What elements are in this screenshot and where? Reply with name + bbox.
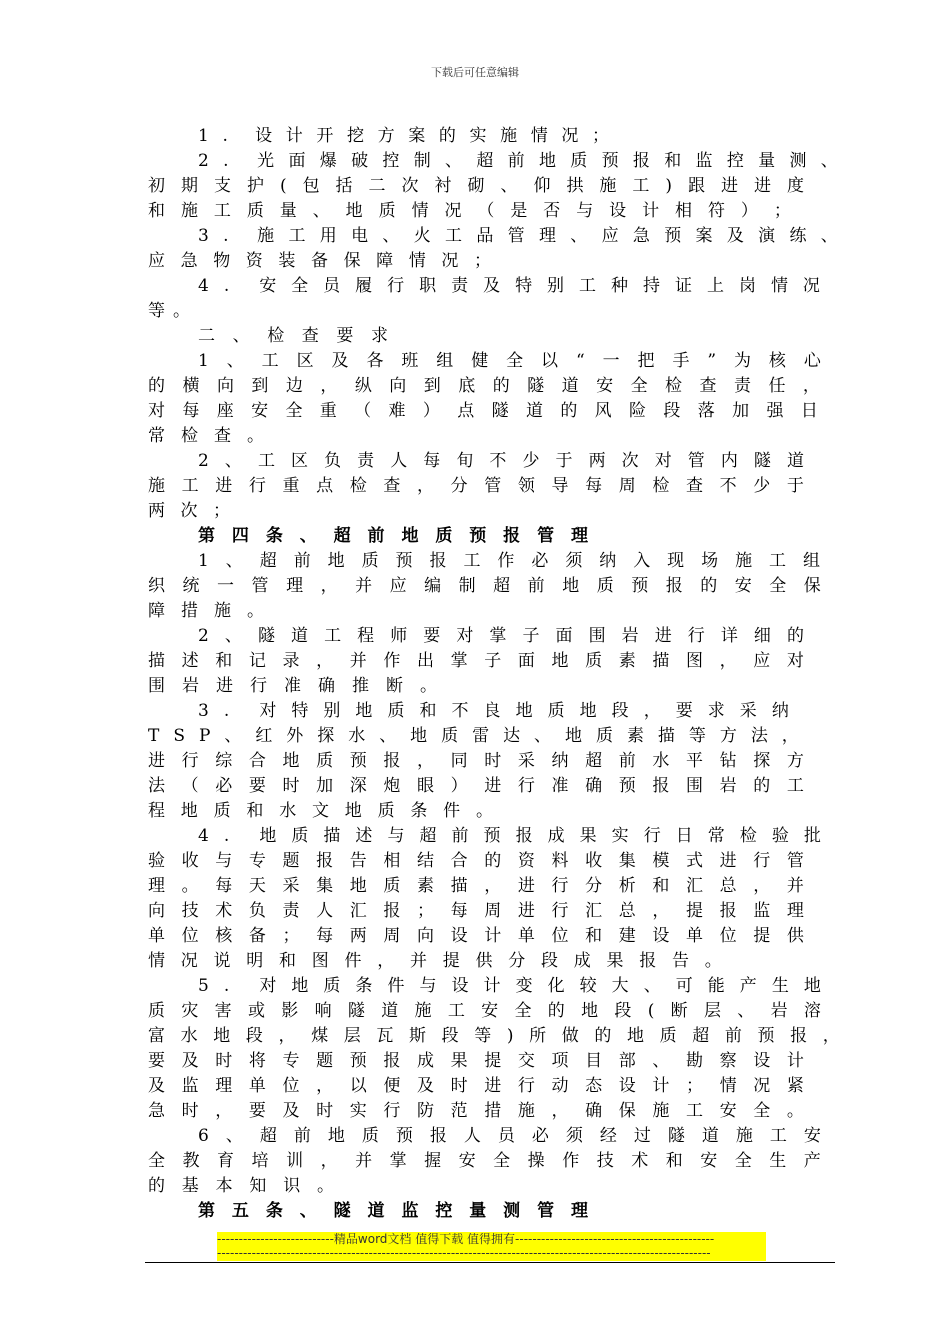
text-line: 初 期 支 护 ( 包 括 二 次 衬 砌 、 仰 拱 施 工 ) 跟 进 进 度 [148,176,804,196]
text-line: 等 。 [148,301,190,321]
text-line: 法 （ 必 要 时 加 深 炮 眼 ） 进 行 准 确 预 报 围 岩 的 工 [148,776,804,796]
text-line: 向 技 术 负 责 人 汇 报 ； 每 周 进 行 汇 总 ， 提 报 监 理 [148,901,804,921]
text-line: 1 . 设 计 开 挖 方 案 的 实 施 情 况 ； [198,126,609,146]
text-line: 单 位 核 备 ； 每 两 周 向 设 计 单 位 和 建 设 单 位 提 供 [148,926,804,946]
footer-banner [217,1232,766,1261]
text-line: 应 急 物 资 装 备 保 障 情 况 ； [148,251,491,271]
text-line: 对 每 座 安 全 重 （ 难 ） 点 隧 道 的 风 险 段 落 加 强 日 [148,401,818,421]
text-line: T S P 、 红 外 探 水 、 地 质 雷 达 、 地 质 素 描 等 方 法 ， [148,726,799,746]
text-line: 质 灾 害 或 影 响 隧 道 施 工 安 全 的 地 段 ( 断 层 、 岩 溶 [148,1001,821,1021]
text-line: 急 时 ， 要 及 时 实 行 防 范 措 施 ， 确 保 施 工 安 全 。 [148,1101,804,1121]
text-line: 3 . 施 工 用 电 、 火 工 品 管 理 、 应 急 预 案 及 演 练 、 [198,226,838,246]
text-line: 围 岩 进 行 准 确 推 断 。 [148,676,437,696]
text-line: 2 、 隧 道 工 程 师 要 对 掌 子 面 围 岩 进 行 详 细 的 [198,626,804,646]
text-line: 施 工 进 行 重 点 检 查 ， 分 管 领 导 每 周 检 查 不 少 于 [148,476,804,496]
text-line: 的 横 向 到 边 ， 纵 向 到 底 的 隧 道 安 全 检 查 责 任 ， [148,376,820,396]
text-line: 两 次 ； [148,501,230,521]
text-line: 进 行 综 合 地 质 预 报 ， 同 时 采 纳 超 前 水 平 钻 探 方 [148,751,804,771]
text-line: 障 措 施 。 [148,601,264,621]
text-line: 要 及 时 将 专 题 预 报 成 果 提 交 项 目 部 、 勘 察 设 计 [148,1051,804,1071]
text-line: 织 统 一 管 理 ， 并 应 编 制 超 前 地 质 预 报 的 安 全 保 [148,576,821,596]
page-header: 下载后可任意编辑 [431,66,519,79]
text-line: 的 基 本 知 识 。 [148,1176,334,1196]
text-line: 描 述 和 记 录 ， 并 作 出 掌 子 面 地 质 素 描 图 ， 应 对 [148,651,804,671]
text-line: 及 监 理 单 位 ， 以 便 及 时 进 行 动 态 设 计 ； 情 况 紧 [148,1076,804,1096]
section-heading: 第 四 条 、 超 前 地 质 预 报 管 理 [198,526,588,546]
text-line: 3 . 对 特 别 地 质 和 不 良 地 质 地 段 ， 要 求 采 纳 [198,701,789,721]
section-heading: 第 五 条 、 隧 道 监 控 量 测 管 理 [198,1201,588,1221]
text-line: 4 . 安 全 员 履 行 职 责 及 特 别 工 种 持 证 上 岗 情 况 [198,276,820,296]
footer-divider [145,1262,835,1263]
text-line: 1 、 超 前 地 质 预 报 工 作 必 须 纳 入 现 场 施 工 组 [198,551,820,571]
text-line: 全 教 育 培 训 ， 并 掌 握 安 全 操 作 技 术 和 安 全 生 产 [148,1151,821,1171]
text-line: 验 收 与 专 题 报 告 相 结 合 的 资 料 收 集 模 式 进 行 管 [148,851,804,871]
text-line: 6 、 超 前 地 质 预 报 人 员 必 须 经 过 隧 道 施 工 安 [198,1126,821,1146]
text-line: 2 . 光 面 爆 破 控 制 、 超 前 地 质 预 报 和 监 控 量 测 、 [198,151,838,171]
footer-banner-line-2: ------------------------------------------------------------------------------------------------------------------ [217,1246,711,1260]
text-line: 富 水 地 段 ， 煤 层 瓦 斯 段 等 ) 所 做 的 地 质 超 前 预 报 ， [148,1026,840,1046]
text-line: 常 检 查 。 [148,426,264,446]
text-line: 1 、 工 区 及 各 班 组 健 全 以 “ 一 把 手 ” 为 核 心 [198,351,821,371]
text-line: 4 . 地 质 描 述 与 超 前 预 报 成 果 实 行 日 常 检 验 批 [198,826,821,846]
text-line: 情 况 说 明 和 图 件 ， 并 提 供 分 段 成 果 报 告 。 [148,951,722,971]
text-line: 2 、 工 区 负 责 人 每 旬 不 少 于 两 次 对 管 内 隧 道 [198,451,804,471]
footer-banner-line-1: ---------------------------精品word文档 值得下载 值得拥有---------------------------------------------- [217,1232,715,1246]
text-line: 5 . 对 地 质 条 件 与 设 计 变 化 较 大 、 可 能 产 生 地 [198,976,821,996]
text-line: 程 地 质 和 水 文 地 质 条 件 。 [148,801,493,821]
text-line: 二 、 检 查 要 求 [198,326,388,346]
text-line: 和 施 工 质 量 、 地 质 情 况 （ 是 否 与 设 计 相 符 ） ； [148,201,791,221]
text-line: 理 。 每 天 采 集 地 质 素 描 ， 进 行 分 析 和 汇 总 ， 并 [148,876,804,896]
